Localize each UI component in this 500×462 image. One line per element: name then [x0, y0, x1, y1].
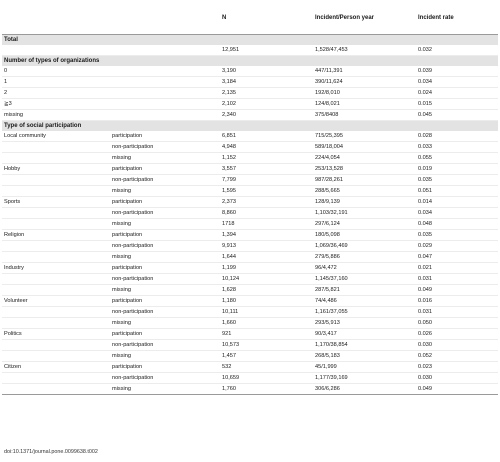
row-incident-person-year-cell: 45/1,999 [313, 362, 416, 373]
table-row [2, 45, 498, 56]
row-label-cell: Sports [2, 197, 110, 208]
row-label-cell [2, 219, 110, 230]
row-n-cell: 2,373 [220, 197, 313, 208]
row-incident-person-year-cell: 288/5,665 [313, 186, 416, 197]
row-label-cell: Citizen [2, 362, 110, 373]
row-n-cell: 921 [220, 329, 313, 340]
table-row [2, 164, 498, 175]
row-n-cell: 4,948 [220, 142, 313, 153]
row-sublabel-cell: non-participation [110, 241, 220, 252]
row-incident-person-year-cell: 1,145/37,160 [313, 274, 416, 285]
row-n-cell: 8,860 [220, 208, 313, 219]
row-incident-rate-cell: 0.026 [416, 329, 498, 340]
row-incident-rate-cell: 0.032 [416, 45, 498, 56]
row-label-cell: 0 [2, 66, 110, 77]
row-label-cell: ≧3 [2, 99, 110, 110]
row-label-cell [2, 142, 110, 153]
table-row [2, 66, 498, 77]
row-sublabel-cell: participation [110, 230, 220, 241]
row-label-cell [2, 153, 110, 164]
row-incident-person-year-cell: 253/13,528 [313, 164, 416, 175]
doi-caption: doi:10.1371/journal.pone.0099638.t002 [4, 449, 98, 455]
row-incident-person-year-cell: 306/6,286 [313, 384, 416, 395]
table-row [2, 307, 498, 318]
section-title: Total [2, 35, 498, 46]
row-incident-rate-cell: 0.034 [416, 77, 498, 88]
row-sublabel-cell: participation [110, 263, 220, 274]
row-incident-person-year-cell: 293/5,913 [313, 318, 416, 329]
row-n-cell: 2,340 [220, 110, 313, 121]
row-label-cell [2, 384, 110, 395]
row-n-cell: 7,799 [220, 175, 313, 186]
row-incident-rate-cell: 0.030 [416, 340, 498, 351]
row-sublabel-cell [110, 110, 220, 121]
row-n-cell: 1718 [220, 219, 313, 230]
row-sublabel-cell: missing [110, 318, 220, 329]
row-label-cell [2, 285, 110, 296]
row-incident-rate-cell: 0.035 [416, 175, 498, 186]
row-label-cell [2, 340, 110, 351]
row-incident-rate-cell: 0.033 [416, 142, 498, 153]
row-incident-rate-cell: 0.019 [416, 164, 498, 175]
row-n-cell: 1,152 [220, 153, 313, 164]
row-label-cell: Politics [2, 329, 110, 340]
row-sublabel-cell: non-participation [110, 307, 220, 318]
table-row [2, 351, 498, 362]
table-row [2, 77, 498, 88]
row-label-cell [2, 175, 110, 186]
data-table [2, 2, 498, 395]
row-sublabel-cell: non-participation [110, 208, 220, 219]
row-label-cell [2, 45, 110, 56]
row-incident-person-year-cell: 1,069/36,469 [313, 241, 416, 252]
table-row [2, 373, 498, 384]
row-incident-person-year-cell: 1,170/38,854 [313, 340, 416, 351]
table-row [2, 131, 498, 142]
row-n-cell: 10,573 [220, 340, 313, 351]
row-n-cell: 1,457 [220, 351, 313, 362]
section-header-row [2, 35, 498, 46]
row-incident-rate-cell: 0.034 [416, 208, 498, 219]
table-row [2, 384, 498, 395]
row-sublabel-cell: non-participation [110, 142, 220, 153]
row-incident-person-year-cell: 297/6,124 [313, 219, 416, 230]
row-incident-person-year-cell: 287/5,821 [313, 285, 416, 296]
row-label-cell: Volunteer [2, 296, 110, 307]
row-incident-person-year-cell: 279/5,886 [313, 252, 416, 263]
row-incident-person-year-cell: 90/3,417 [313, 329, 416, 340]
row-incident-rate-cell: 0.035 [416, 230, 498, 241]
row-incident-person-year-cell: 589/18,004 [313, 142, 416, 153]
table-row [2, 88, 498, 99]
row-n-cell: 1,595 [220, 186, 313, 197]
row-n-cell: 2,102 [220, 99, 313, 110]
row-sublabel-cell: non-participation [110, 175, 220, 186]
row-label-cell [2, 307, 110, 318]
row-incident-rate-cell: 0.048 [416, 219, 498, 230]
row-sublabel-cell: non-participation [110, 340, 220, 351]
row-sublabel-cell [110, 99, 220, 110]
row-label-cell [2, 274, 110, 285]
table-row [2, 263, 498, 274]
table-row [2, 340, 498, 351]
row-incident-person-year-cell: 224/4,054 [313, 153, 416, 164]
row-incident-person-year-cell: 987/28,261 [313, 175, 416, 186]
row-n-cell: 3,190 [220, 66, 313, 77]
table-row [2, 153, 498, 164]
table-row [2, 99, 498, 110]
row-sublabel-cell: missing [110, 285, 220, 296]
table-row [2, 252, 498, 263]
table-row [2, 110, 498, 121]
row-sublabel-cell [110, 66, 220, 77]
row-label-cell: Hobby [2, 164, 110, 175]
row-incident-person-year-cell: 1,528/47,453 [313, 45, 416, 56]
row-incident-rate-cell: 0.047 [416, 252, 498, 263]
row-n-cell: 1,628 [220, 285, 313, 296]
row-n-cell: 3,184 [220, 77, 313, 88]
row-label-cell: 2 [2, 88, 110, 99]
row-incident-rate-cell: 0.039 [416, 66, 498, 77]
row-label-cell [2, 351, 110, 362]
table-row [2, 296, 498, 307]
header-row [2, 2, 498, 35]
table-body [2, 35, 498, 395]
row-incident-person-year-cell: 192/8,010 [313, 88, 416, 99]
row-incident-rate-cell: 0.016 [416, 296, 498, 307]
table-row [2, 197, 498, 208]
row-incident-rate-cell: 0.029 [416, 241, 498, 252]
table-row [2, 318, 498, 329]
row-incident-person-year-cell: 715/25,395 [313, 131, 416, 142]
row-n-cell: 1,644 [220, 252, 313, 263]
row-incident-rate-cell: 0.021 [416, 263, 498, 274]
header-cell-incident-rate: Incident rate [416, 2, 498, 35]
row-incident-rate-cell: 0.050 [416, 318, 498, 329]
row-label-cell [2, 373, 110, 384]
row-incident-person-year-cell: 96/4,472 [313, 263, 416, 274]
row-n-cell: 1,760 [220, 384, 313, 395]
table-row [2, 241, 498, 252]
row-sublabel-cell: participation [110, 329, 220, 340]
row-n-cell: 3,557 [220, 164, 313, 175]
row-incident-rate-cell: 0.023 [416, 362, 498, 373]
row-sublabel-cell: missing [110, 252, 220, 263]
row-label-cell: Local community [2, 131, 110, 142]
row-label-cell [2, 241, 110, 252]
row-incident-rate-cell: 0.028 [416, 131, 498, 142]
table-row [2, 142, 498, 153]
row-incident-rate-cell: 0.015 [416, 99, 498, 110]
table-row [2, 186, 498, 197]
row-n-cell: 12,951 [220, 45, 313, 56]
row-incident-person-year-cell: 74/4,486 [313, 296, 416, 307]
table-row [2, 274, 498, 285]
row-incident-rate-cell: 0.031 [416, 274, 498, 285]
row-label-cell [2, 318, 110, 329]
row-n-cell: 9,913 [220, 241, 313, 252]
row-incident-person-year-cell: 1,177/39,169 [313, 373, 416, 384]
row-sublabel-cell: participation [110, 362, 220, 373]
row-sublabel-cell: participation [110, 131, 220, 142]
row-n-cell: 10,124 [220, 274, 313, 285]
row-incident-rate-cell: 0.052 [416, 351, 498, 362]
row-sublabel-cell: missing [110, 153, 220, 164]
row-incident-rate-cell: 0.051 [416, 186, 498, 197]
row-incident-person-year-cell: 1,161/37,055 [313, 307, 416, 318]
row-n-cell: 6,851 [220, 131, 313, 142]
row-sublabel-cell: missing [110, 186, 220, 197]
header-cell-sub [110, 2, 220, 35]
row-label-cell: 1 [2, 77, 110, 88]
row-label-cell: Religion [2, 230, 110, 241]
table-row [2, 175, 498, 186]
row-sublabel-cell [110, 77, 220, 88]
row-incident-rate-cell: 0.030 [416, 373, 498, 384]
section-title: Number of types of organizations [2, 56, 498, 67]
row-incident-person-year-cell: 128/9,139 [313, 197, 416, 208]
row-sublabel-cell [110, 45, 220, 56]
row-sublabel-cell: missing [110, 384, 220, 395]
table-row [2, 230, 498, 241]
row-incident-rate-cell: 0.045 [416, 110, 498, 121]
table-row [2, 219, 498, 230]
row-incident-person-year-cell: 124/8,021 [313, 99, 416, 110]
row-n-cell: 10,111 [220, 307, 313, 318]
row-incident-person-year-cell: 180/5,098 [313, 230, 416, 241]
section-header-row [2, 56, 498, 67]
table-row [2, 208, 498, 219]
row-incident-person-year-cell: 1,103/32,191 [313, 208, 416, 219]
row-sublabel-cell: participation [110, 296, 220, 307]
row-n-cell: 532 [220, 362, 313, 373]
row-incident-rate-cell: 0.055 [416, 153, 498, 164]
row-sublabel-cell: participation [110, 197, 220, 208]
row-sublabel-cell: missing [110, 219, 220, 230]
row-sublabel-cell: non-participation [110, 373, 220, 384]
row-sublabel-cell: missing [110, 351, 220, 362]
row-n-cell: 1,394 [220, 230, 313, 241]
row-incident-rate-cell: 0.049 [416, 384, 498, 395]
row-label-cell: missing [2, 110, 110, 121]
header-cell-label [2, 2, 110, 35]
row-n-cell: 1,199 [220, 263, 313, 274]
row-sublabel-cell: non-participation [110, 274, 220, 285]
row-incident-person-year-cell: 447/11,391 [313, 66, 416, 77]
table-row [2, 329, 498, 340]
row-label-cell [2, 252, 110, 263]
table-row [2, 362, 498, 373]
table-row [2, 285, 498, 296]
row-label-cell [2, 186, 110, 197]
section-title: Type of social participation [2, 121, 498, 132]
header-cell-incident-person-year: Incident/Person year [313, 2, 416, 35]
row-incident-rate-cell: 0.024 [416, 88, 498, 99]
header-cell-n: N [220, 2, 313, 35]
row-sublabel-cell [110, 88, 220, 99]
row-incident-rate-cell: 0.049 [416, 285, 498, 296]
row-incident-person-year-cell: 268/5,183 [313, 351, 416, 362]
row-label-cell: Industry [2, 263, 110, 274]
row-n-cell: 2,135 [220, 88, 313, 99]
section-header-row [2, 121, 498, 132]
row-label-cell [2, 208, 110, 219]
row-incident-rate-cell: 0.031 [416, 307, 498, 318]
row-n-cell: 10,659 [220, 373, 313, 384]
row-sublabel-cell: participation [110, 164, 220, 175]
row-incident-rate-cell: 0.014 [416, 197, 498, 208]
row-incident-person-year-cell: 375/8408 [313, 110, 416, 121]
row-n-cell: 1,660 [220, 318, 313, 329]
row-n-cell: 1,180 [220, 296, 313, 307]
row-incident-person-year-cell: 390/11,624 [313, 77, 416, 88]
